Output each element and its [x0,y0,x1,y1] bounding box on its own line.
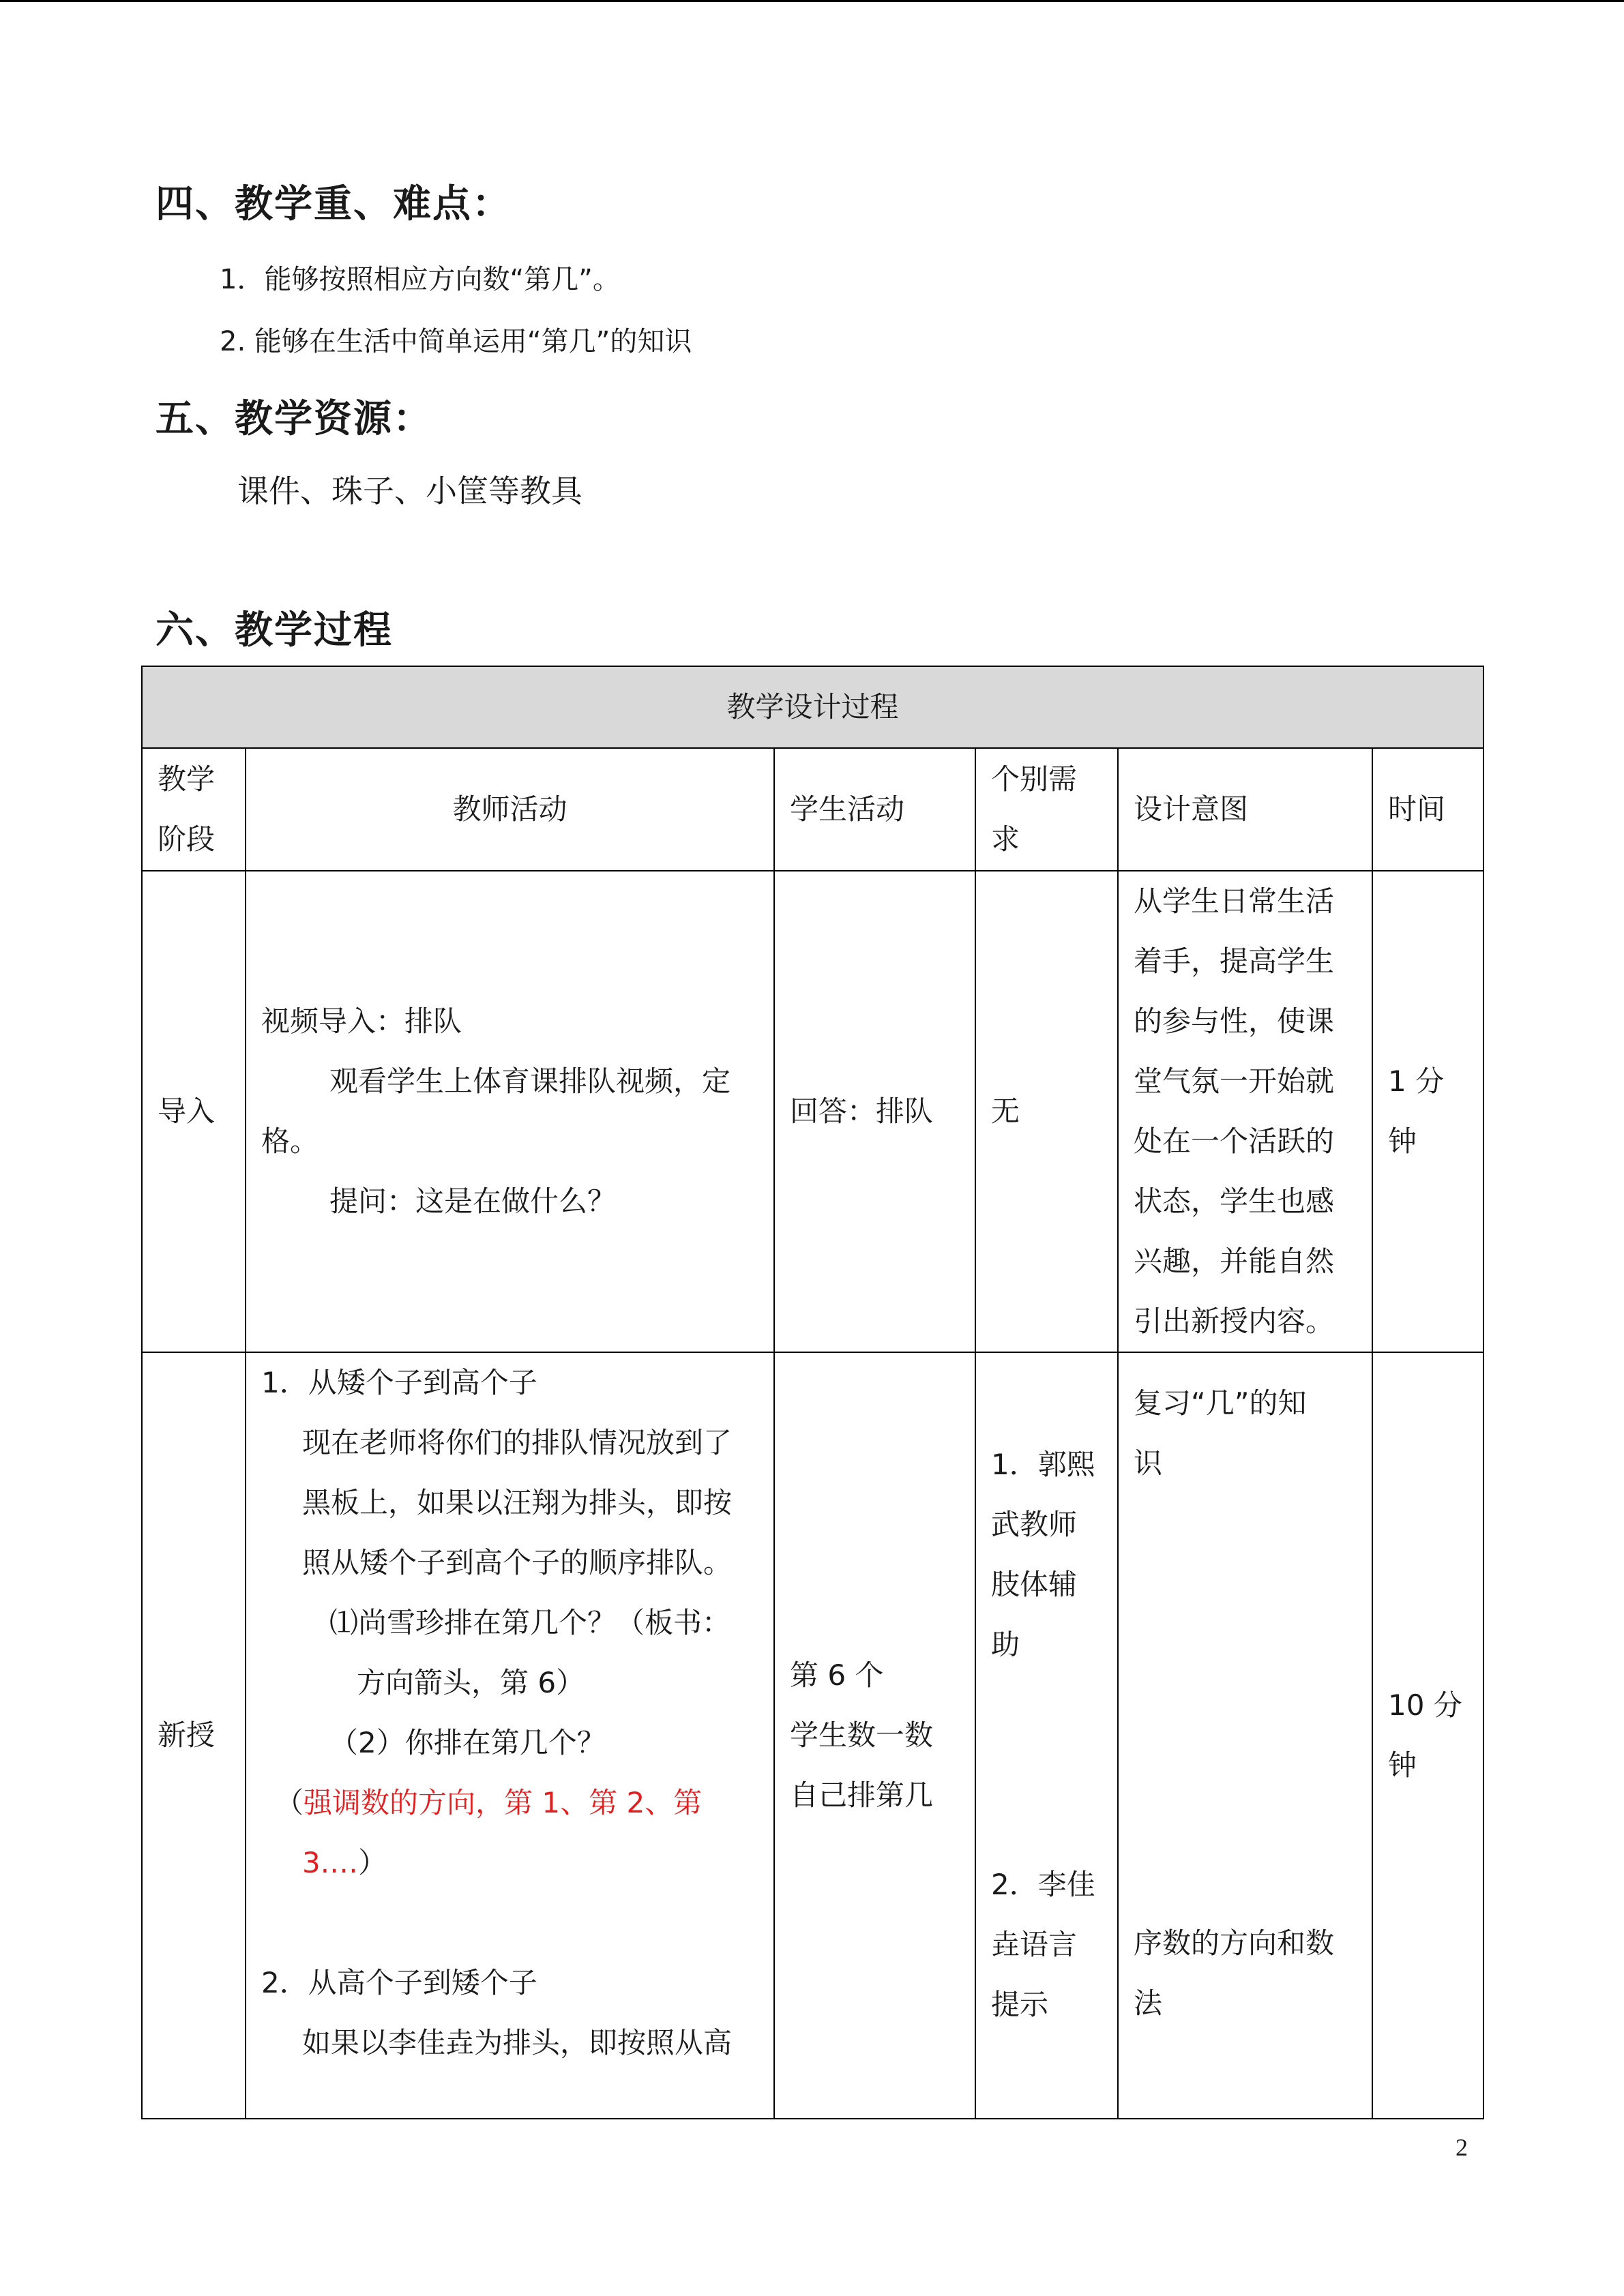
top-border-line [0,0,1624,2]
spacer [1134,1493,1357,1553]
row2-needs-line: 肢体辅 [991,1568,1078,1601]
row1-teacher-line: 视频导入：排队 [261,1004,462,1038]
row2-time [1372,1352,1483,2119]
row2-student-line: 自己排第几 [790,1778,934,1812]
close-paren: ） [358,1846,387,1879]
row2-teacher-line: 2．从高个子到矮个子 [261,1966,537,1999]
row2-intent-line: 复习“几”的知 [1134,1386,1307,1420]
row1-teacher [246,871,774,1352]
row2-teacher [246,1352,774,2119]
emphasis-text: 强调数的方向，第 1、第 2、第 [304,1786,703,1819]
row1-intent-line: 兴趣，并能自然 [1134,1244,1335,1278]
spacer [1134,1613,1357,1673]
section6-heading: 六、教学过程 [156,608,393,653]
header-stage-line1: 教学 [158,762,216,796]
row1-needs: 无 [975,871,1118,1352]
row1-intent [1118,871,1372,1352]
header-stage-line2: 阶段 [158,822,216,856]
table-title: 教学设计过程 [142,666,1483,748]
spacer [991,1735,1102,1795]
row1-intent-line: 处在一个活跃的 [1134,1124,1335,1158]
section4-item-2: 2. 能够在生活中简单运用“第几”的知识 [220,326,692,357]
row1-intent-line: 引出新授内容。 [1134,1304,1335,1338]
row1-teacher-line: 提问：这是在做什么？ [329,1184,617,1218]
emphasis-text-cont: 3.… [302,1846,359,1879]
row2-intent [1118,1352,1372,2119]
spacer [1134,1793,1357,1853]
row2-intent-line: 识 [1134,1446,1163,1480]
row2-student-line: 第 6 个 [790,1658,884,1692]
row2-needs-line: 提示 [991,1988,1049,2021]
row1-student: 回答：排队 [774,871,975,1352]
teaching-process-table [141,666,1484,2119]
row2-time-line: 10 分 [1388,1688,1462,1722]
spacer [1134,1853,1357,1913]
row1-intent-line: 状态，学生也感 [1134,1184,1335,1218]
header-intent: 设计意图 [1118,748,1372,871]
row2-teacher-line: 如果以李佳垚为排头，即按照从高 [302,2026,733,2059]
header-needs [975,748,1118,871]
row2-student-line: 学生数一数 [790,1718,934,1752]
section4-item-1: 1．能够按照相应方向数“第几”。 [220,264,620,295]
row2-teacher-line: 现在老师将你们的排队情况放到了 [302,1426,733,1459]
spacer [991,1675,1102,1735]
spacer [1134,1733,1357,1793]
row2-teacher-line: （2）你排在第几个？ [329,1726,606,1759]
row1-intent-line: 着手，提高学生 [1134,944,1335,978]
row2-time-line: 钟 [1388,1748,1417,1782]
row1-intent-line: 的参与性，使课 [1134,1004,1335,1038]
spacer [991,1795,1102,1855]
row2-needs-line: 武教师 [991,1508,1078,1541]
spacer [261,1893,758,1953]
row2-stage: 新授 [142,1352,246,2119]
row1-teacher-line: 格。 [261,1124,319,1158]
section4-heading: 四、教学重、难点： [156,182,512,226]
row2-needs [975,1352,1118,2119]
row2-needs-line: 2．李佳 [991,1868,1095,1901]
open-paren: （ [275,1786,304,1819]
row2-intent-line: 序数的方向和数 [1134,1926,1335,1960]
row2-needs-line: 1．郭熙 [991,1448,1095,1481]
row2-student [774,1352,975,2119]
header-teacher: 教师活动 [246,748,774,871]
table-row [142,871,1483,1352]
row1-stage: 导入 [142,871,246,1352]
row2-teacher-line: 方向箭头，第 6） [357,1666,585,1699]
header-needs-line2: 求 [991,822,1020,856]
row1-intent-line: 从学生日常生活 [1134,884,1335,918]
row2-needs-line: 助 [991,1628,1020,1661]
table-row [142,1352,1483,2119]
header-time: 时间 [1372,748,1483,871]
header-needs-line1: 个别需 [991,762,1078,796]
spacer [1134,1553,1357,1613]
row2-teacher-emphasis-cont [261,1833,758,1893]
row2-teacher-line: 照从矮个子到高个子的顺序排队。 [302,1546,733,1579]
table-header-row [142,748,1483,871]
row2-teacher-emphasis [261,1773,758,1833]
row2-intent-line: 法 [1134,1986,1163,2020]
section5-heading: 五、教学资源： [156,397,432,441]
page-number: 2 [1456,2134,1468,2161]
row2-teacher-line: 黑板上，如果以汪翔为排头，即按 [302,1486,733,1519]
header-student: 学生活动 [774,748,975,871]
spacer [1134,1673,1357,1733]
row2-needs-line: 垚语言 [991,1928,1078,1961]
row2-teacher-line: 1．从矮个子到高个子 [261,1366,537,1399]
section5-text: 课件、珠子、小筐等教具 [237,473,582,509]
row1-intent-line: 堂气氛一开始就 [1134,1064,1335,1098]
row1-time: 1 分钟 [1372,871,1483,1352]
header-stage [142,748,246,871]
table-title-row [142,666,1483,748]
row2-teacher-line: ⑴尚雪珍排在第几个？（板书： [329,1606,731,1639]
row1-teacher-line: 观看学生上体育课排队视频，定 [329,1064,731,1098]
